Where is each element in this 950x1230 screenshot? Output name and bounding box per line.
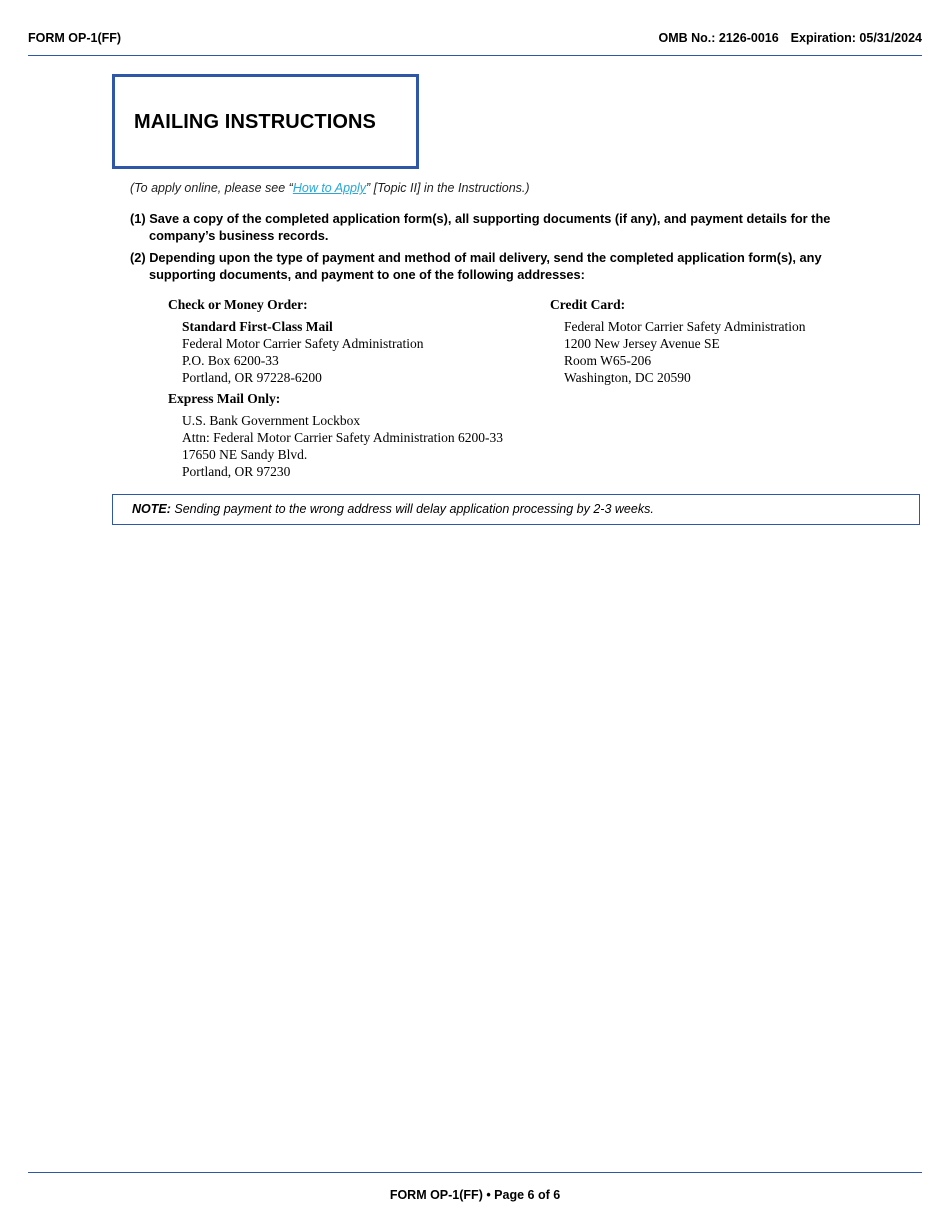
page-title: MAILING INSTRUCTIONS	[134, 111, 376, 133]
address-line: Washington, DC 20590	[564, 370, 691, 385]
check-money-order-label: Check or Money Order:	[168, 297, 308, 312]
footer-divider	[28, 1172, 922, 1173]
address-line: U.S. Bank Government Lockbox	[182, 413, 361, 428]
address-line: Room W65-206	[564, 353, 652, 368]
page-footer: FORM OP-1(FF) • Page 6 of 6	[389, 1188, 561, 1202]
standard-mail-address	[168, 318, 423, 386]
step-2: (2) Depending upon the type of payment and method of mail delivery, send the completed application form(s), any supporting documents, and payment to one of the following addresses:	[130, 250, 822, 282]
omb-header	[658, 31, 922, 45]
step-1: (1) Save a copy of the completed application form(s), all supporting documents (if any), and payment details for the company’s business records.	[130, 211, 831, 243]
address-line: Federal Motor Carrier Safety Administration	[564, 319, 806, 334]
address-line: Federal Motor Carrier Safety Administration	[182, 336, 424, 351]
note-box	[112, 494, 920, 525]
note-text	[132, 502, 654, 516]
online-note	[130, 181, 530, 195]
address-line: Attn: Federal Motor Carrier Safety Administration 6200-33	[182, 430, 503, 445]
expiration-date: Expiration: 05/31/2024	[790, 31, 922, 45]
check-money-order-block	[168, 296, 423, 386]
address-line: Portland, OR 97230	[182, 464, 291, 479]
online-note-suffix: ” [Topic II] in the Instructions.)	[366, 181, 530, 195]
standard-mail-label: Standard First-Class Mail	[182, 319, 333, 334]
form-id-header: FORM OP-1(FF)	[28, 31, 122, 45]
address-line: 17650 NE Sandy Blvd.	[182, 447, 308, 462]
express-mail-label: Express Mail Only:	[168, 391, 281, 406]
how-to-apply-link[interactable]: How to Apply	[292, 181, 367, 195]
note-label: NOTE:	[132, 502, 171, 516]
omb-number: OMB No.: 2126-0016	[658, 31, 779, 45]
title-box	[112, 74, 419, 169]
note-body: Sending payment to the wrong address will delay application processing by 2-3 weeks.	[170, 502, 654, 516]
credit-card-label: Credit Card:	[550, 297, 626, 312]
express-mail-block	[168, 390, 503, 480]
credit-card-block	[550, 296, 805, 386]
address-line: 1200 New Jersey Avenue SE	[564, 336, 720, 351]
online-note-prefix: (To apply online, please see “	[130, 181, 293, 195]
address-line: Portland, OR 97228-6200	[182, 370, 322, 385]
credit-card-address	[550, 318, 805, 386]
express-mail-address	[168, 412, 503, 480]
address-line: P.O. Box 6200-33	[182, 353, 279, 368]
header-divider	[28, 55, 922, 56]
